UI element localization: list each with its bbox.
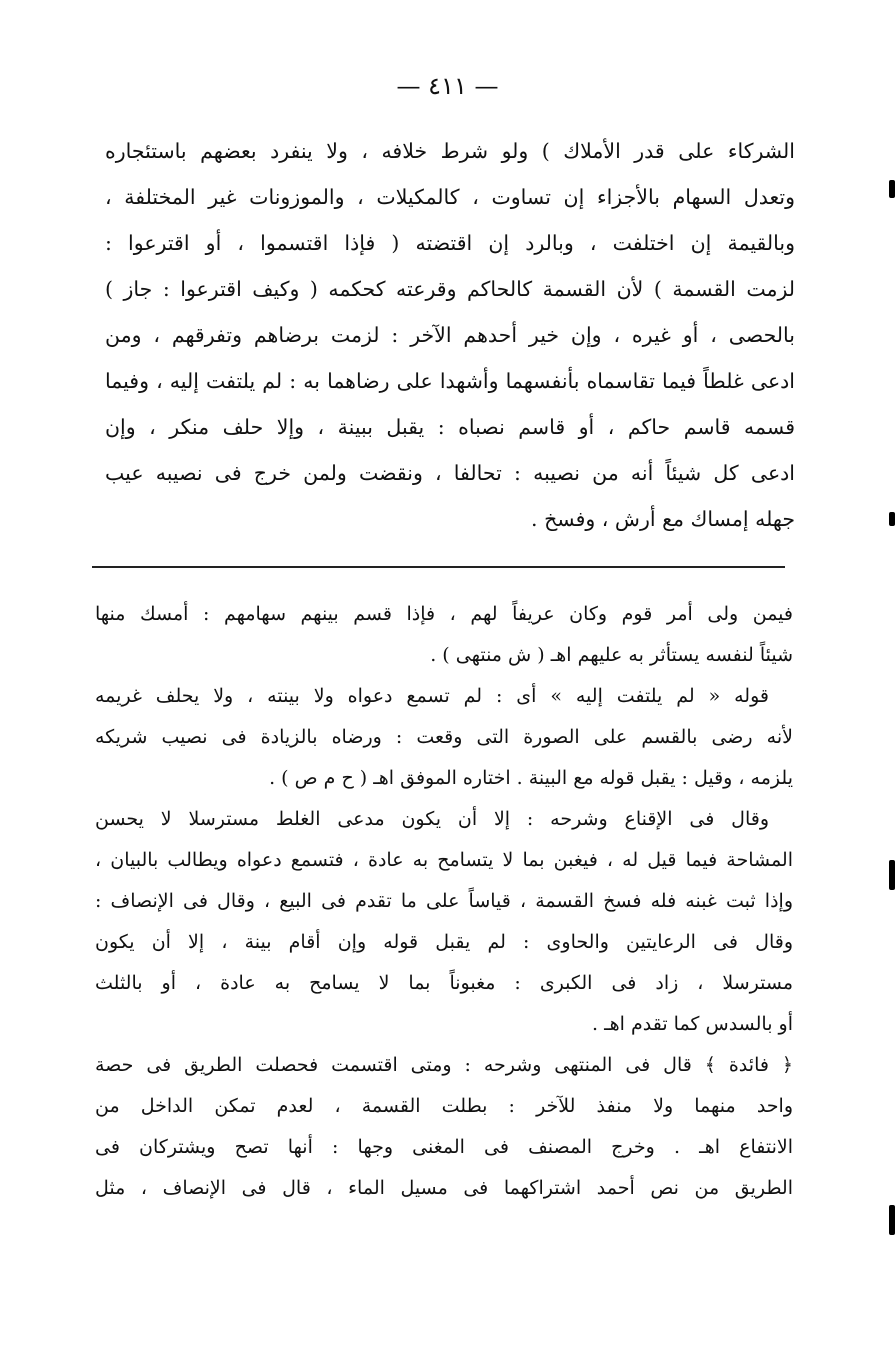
footnote-line: وإذا ثبت غبنه فله فسخ القسمة ، قياساً على ما تقدم فى البيع ، وقال فى الإنصاف : bbox=[95, 890, 793, 912]
binding-edge-mark bbox=[889, 860, 895, 890]
footnote-line: وقال فى الرعايتين والحاوى : لم يقبل قوله وإن أقام بينة ، إلا أن يكون bbox=[95, 931, 793, 953]
footnote-line: واحد منهما ولا منفذ للآخر : بطلت القسمة ، لعدم تمكن الداخل من bbox=[95, 1095, 793, 1117]
footnote-line: الطريق من نص أحمد اشتراكهما فى مسيل الماء ، قال فى الإنصاف ، مثل bbox=[95, 1177, 793, 1199]
binding-edge-mark bbox=[889, 180, 895, 198]
page-number: — ٤١١ — bbox=[396, 72, 499, 100]
footnote-line: وقال فى الإقناع وشرحه : إلا أن يكون مدعى الغلط مسترسلا لا يحسن bbox=[95, 808, 769, 830]
footnote-line: يلزمه ، وقيل : يقبل قوله مع البينة . اختاره الموفق اهـ ( ح م ص ) . bbox=[269, 767, 793, 789]
footnote-line: أو بالسدس كما تقدم اهـ . bbox=[592, 1013, 793, 1035]
main-text-line: ادعى غلطاً فيما تقاسماه بأنفسهما وأشهدا على رضاهما به : لم يلتفت إليه ، وفيما bbox=[105, 369, 795, 393]
footnote-line: الانتفاع اهـ . وخرج المصنف فى المغنى وجها : أنها تصح ويشتركان فى bbox=[95, 1136, 793, 1158]
main-text-line: لزمت القسمة ) لأن القسمة كالحاكم وقرعته كحكمه ( وكيف اقترعوا : جاز ) bbox=[105, 277, 795, 301]
main-text-line: بالحصى ، أو غيره ، وإن خير أحدهم الآخر : لزمت برضاهم وتفرقهم ، ومن bbox=[105, 323, 795, 347]
main-text-line: وبالقيمة إن اختلفت ، وبالرد إن اقتضته ( فإذا اقتسموا ، أو اقترعوا : bbox=[105, 231, 795, 255]
footnote-line: قوله « لم يلتفت إليه » أى : لم تسمع دعواه ولا بينته ، ولا يحلف غريمه bbox=[95, 685, 769, 707]
binding-edge-mark bbox=[889, 1205, 895, 1235]
main-text-line: الشركاء على قدر الأملاك ) ولو شرط خلافه ، ولا ينفرد بعضهم باستئجاره bbox=[105, 139, 795, 163]
footnote-line: شيئاً لنفسه يستأثر به عليهم اهـ ( ش منتهى ) . bbox=[430, 644, 793, 666]
footnote-line: المشاحة فيما قيل له ، فيغبن بما لا يتسامح به عادة ، فتسمع دعواه ويطالب بالبيان ، bbox=[95, 849, 793, 871]
footnotes-block bbox=[95, 594, 793, 1209]
main-text-block bbox=[105, 128, 795, 542]
footnote-line: ﴿ فائدة ﴾ قال فى المنتهى وشرحه : ومتى اقتسمت فحصلت الطريق فى حصة bbox=[95, 1054, 793, 1076]
binding-edge-mark bbox=[889, 512, 895, 526]
main-text-line: وتعدل السهام بالأجزاء إن تساوت ، كالمكيلات ، والموزونات غير المختلفة ، bbox=[105, 185, 795, 209]
main-text-line: جهله إمساك مع أرش ، وفسخ . bbox=[531, 507, 795, 531]
footnote-line: مسترسلا ، زاد فى الكبرى : مغبوناً بما لا يسامح به عادة ، أو بالثلث bbox=[95, 972, 793, 994]
footnote-line: فيمن ولى أمر قوم وكان عريفاً لهم ، فإذا قسم بينهم سهامهم : أمسك منها bbox=[95, 603, 793, 625]
main-text-line: ادعى كل شيئاً أنه من نصيبه : تحالفا ، ونقضت ولمن خرج فى نصيبه عيب bbox=[105, 461, 795, 485]
footnote-divider bbox=[92, 566, 785, 568]
main-text-line: قسمه قاسم حاكم ، أو قاسم نصباه : يقبل ببينة ، وإلا حلف منكر ، وإن bbox=[105, 415, 795, 439]
footnote-line: لأنه رضى بالقسم على الصورة التى وقعت : ورضاه بالزيادة فى نصيب شريكه bbox=[95, 726, 793, 748]
